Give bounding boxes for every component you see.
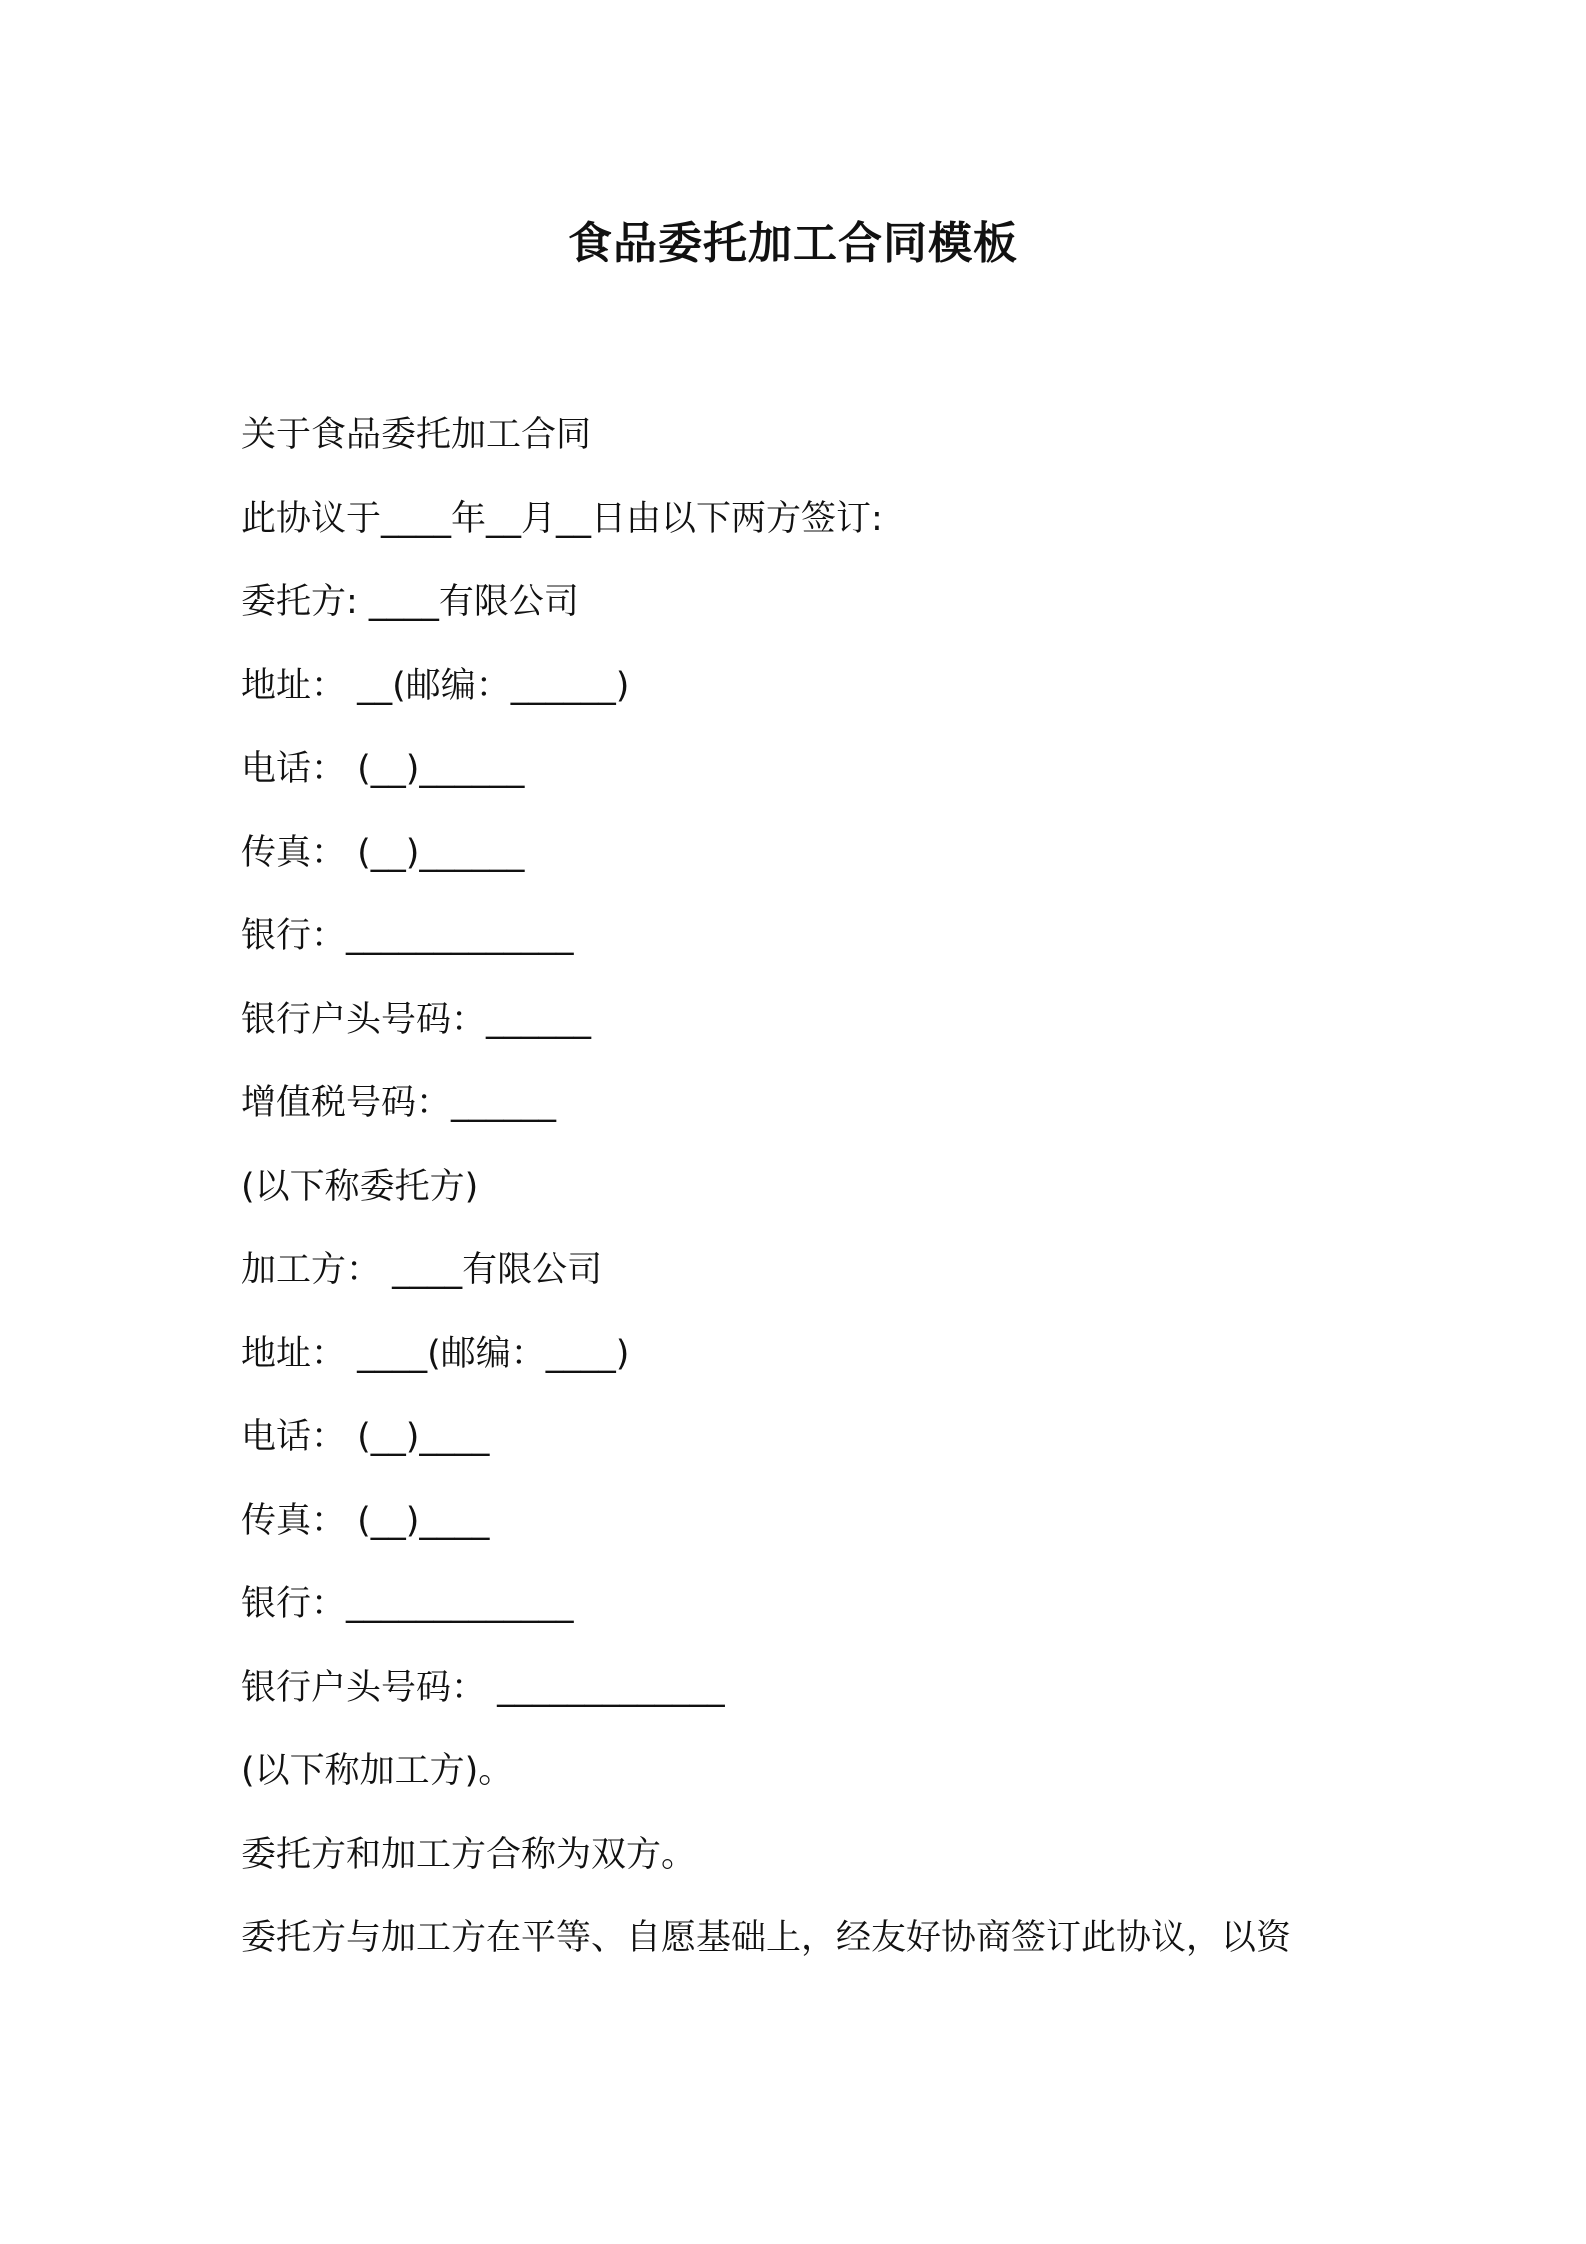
parties-collective-line: 委托方和加工方合称为双方。 — [241, 1834, 697, 1875]
principal-company-line: 委托方: ____有限公司 — [241, 582, 579, 622]
contract-body — [241, 405, 1401, 1992]
principal-bank-line: 银行：_____________ — [241, 916, 574, 956]
processor-phone-line: 电话： (__)____ — [241, 1417, 490, 1457]
processor-bank-line: 银行：_____________ — [241, 1584, 574, 1624]
principal-fax-line: 传真： (__)______ — [241, 832, 525, 873]
principal-address-line: 地址： __(邮编：______) — [241, 665, 630, 706]
principal-vat-line: 增值税号码：______ — [241, 1083, 557, 1123]
agreement-date-line: 此协议于____年__月__日由以下两方签订: — [241, 498, 883, 539]
processor-address-line: 地址： ____(邮编：____) — [241, 1333, 630, 1374]
principal-phone-line: 电话： (__)______ — [241, 749, 525, 789]
processor-company-line: 加工方： ____有限公司 — [241, 1250, 603, 1290]
processor-alias-line: (以下称加工方)。 — [241, 1751, 514, 1791]
principal-account-line: 银行户头号码：______ — [241, 999, 592, 1040]
section-heading: 关于食品委托加工合同 — [241, 415, 592, 455]
agreement-preamble-line: 委托方与加工方在平等、自愿基础上，经友好协商签订此协议，以资 — [241, 1918, 1292, 1958]
processor-fax-line: 传真： (__)____ — [241, 1500, 490, 1541]
principal-alias-line: (以下称委托方) — [241, 1166, 479, 1207]
processor-account-line: 银行户头号码： _____________ — [241, 1667, 725, 1708]
document-title: 食品委托加工合同模板 — [568, 218, 1018, 269]
